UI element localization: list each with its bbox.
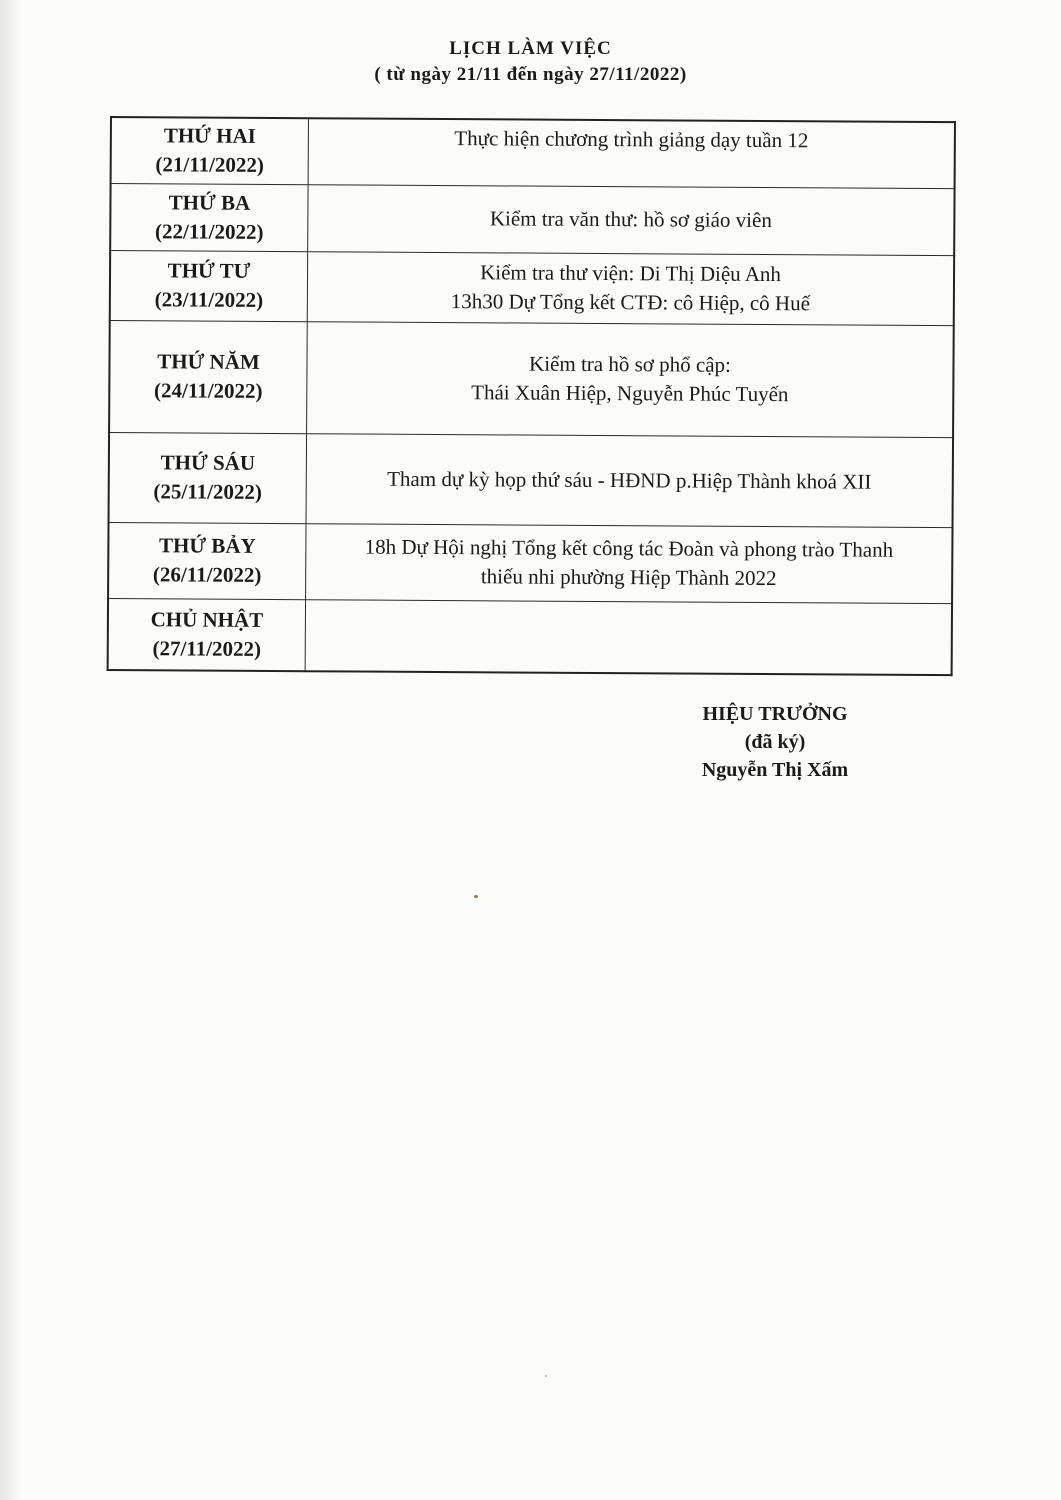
day-cell bbox=[108, 522, 306, 599]
task-cell bbox=[307, 321, 954, 437]
day-name: THỨ SÁU bbox=[160, 450, 256, 475]
day-date: (27/11/2022) bbox=[152, 636, 262, 661]
task-line: Kiểm tra thư viện: Di Thị Diệu Anh bbox=[480, 260, 782, 287]
task-cell bbox=[306, 433, 953, 527]
task-cell bbox=[308, 118, 955, 188]
task-line: thiếu nhi phường Hiệp Thành 2022 bbox=[480, 564, 777, 591]
document-subtitle: ( từ ngày 21/11 đến ngày 27/11/2022) bbox=[374, 64, 687, 85]
signature-name: Nguyễn Thị Xấm bbox=[701, 759, 849, 781]
task-cell bbox=[308, 184, 955, 255]
day-name: THỨ BA bbox=[168, 189, 251, 215]
table-row bbox=[109, 320, 954, 437]
day-name: THỨ BẢY bbox=[158, 533, 256, 558]
document-title: LỊCH LÀM VIỆC bbox=[449, 38, 612, 59]
day-name: THỨ TƯ bbox=[167, 258, 251, 283]
table-row bbox=[111, 117, 955, 188]
task-cell-empty bbox=[305, 599, 952, 675]
table-row bbox=[109, 432, 954, 527]
page-shadow-edge bbox=[0, 0, 22, 1500]
day-name: CHỦ NHẬT bbox=[150, 607, 264, 632]
task-line: Tham dự kỳ họp thứ sáu - HĐND p.Hiệp Thành khoá XII bbox=[387, 466, 872, 494]
signature-role: HIỆU TRƯỞNG bbox=[702, 703, 848, 725]
day-name: THỨ HAI bbox=[163, 123, 256, 149]
task-line: Thực hiện chương trình giảng dạy tuần 12 bbox=[454, 126, 809, 153]
task-line: Kiểm tra văn thư: hồ sơ giáo viên bbox=[489, 206, 772, 233]
day-cell bbox=[110, 250, 308, 321]
task-line: Thái Xuân Hiệp, Nguyễn Phúc Tuyến bbox=[471, 380, 789, 407]
task-line: Kiểm tra hồ sơ phổ cập: bbox=[529, 351, 731, 377]
table-row bbox=[110, 183, 954, 255]
task-line: 13h30 Dự Tổng kết CTĐ: cô Hiệp, cô Huế bbox=[450, 289, 811, 316]
day-date: (21/11/2022) bbox=[155, 152, 265, 178]
schedule-table bbox=[107, 116, 956, 676]
paper-speck bbox=[474, 895, 478, 898]
paper-speck bbox=[545, 1375, 547, 1377]
table-row bbox=[108, 598, 952, 675]
day-cell bbox=[110, 183, 308, 251]
day-date: (26/11/2022) bbox=[152, 562, 262, 587]
day-date: (22/11/2022) bbox=[154, 218, 264, 244]
day-cell bbox=[108, 598, 306, 671]
day-date: (25/11/2022) bbox=[153, 479, 263, 504]
day-name: THỨ NĂM bbox=[157, 349, 260, 374]
day-cell bbox=[111, 117, 309, 184]
table-row bbox=[108, 522, 952, 603]
day-cell bbox=[109, 320, 307, 433]
signature-block bbox=[640, 700, 910, 784]
day-date: (23/11/2022) bbox=[154, 287, 264, 312]
day-cell bbox=[109, 432, 307, 523]
table-row bbox=[110, 250, 954, 325]
task-cell bbox=[307, 251, 954, 325]
day-date: (24/11/2022) bbox=[154, 378, 263, 403]
signature-status: (đã ký) bbox=[744, 731, 806, 753]
task-line: 18h Dự Hội nghị Tổng kết công tác Đoàn và phong trào Thanh bbox=[364, 534, 894, 562]
task-cell bbox=[306, 523, 953, 603]
